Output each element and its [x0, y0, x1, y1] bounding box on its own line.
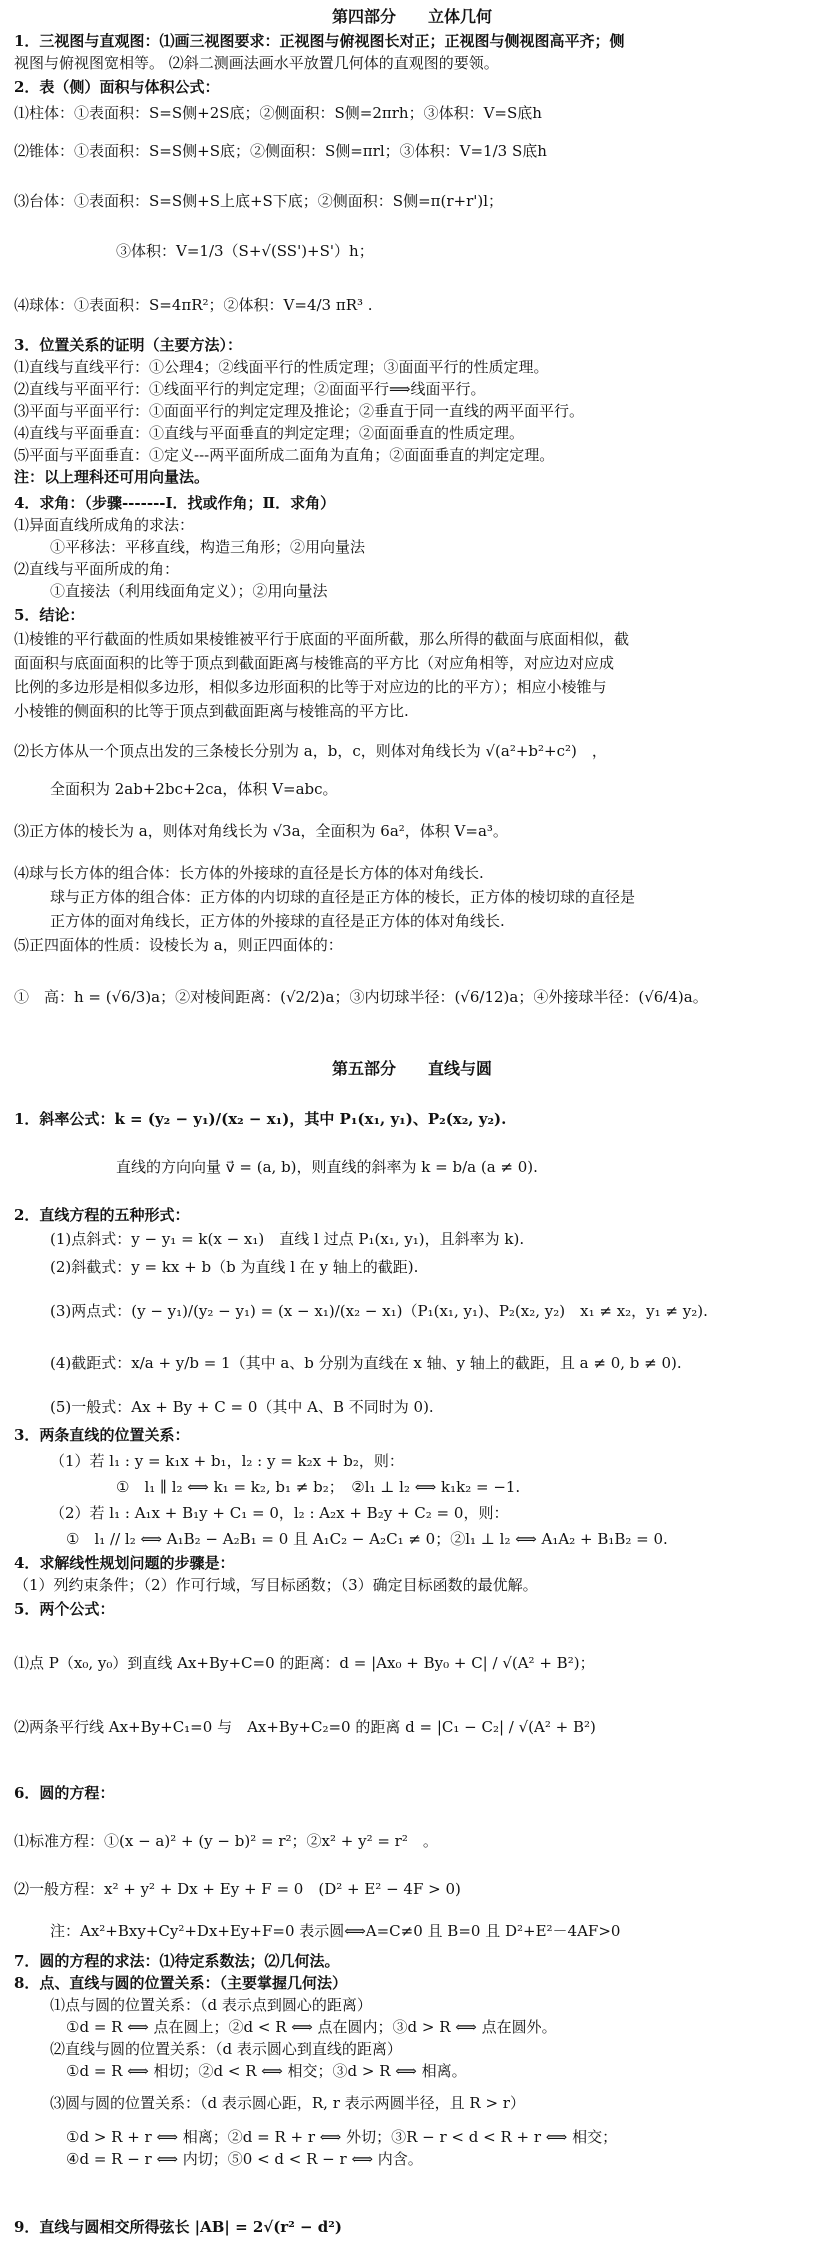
- p5-line-27: ①d = R ⟺ 相切；②d < R ⟺ 相交；③d > R ⟺ 相离。: [66, 2062, 467, 2080]
- p5-line-2: 2．直线方程的五种形式：: [14, 1206, 190, 1224]
- p5-line-21: 注：Ax²+Bxy+Cy²+Dx+Ey+F=0 表示圆⟺A=C≠0 且 B=0 且 D²+E²－4AF>0: [50, 1922, 621, 1940]
- p4-line-16: ⑴异面直线所成角的求法：: [14, 516, 195, 534]
- p4-line-7: ⑷球体：①表面积：S=4πR²；②体积：V=4/3 πR³ .: [14, 296, 373, 314]
- p4-line-32: ① 高：h = (√6/3)a；②对棱间距离：(√2/2)a；③内切球半径：(√6/12)a；④外接球半径：(√6/4)a。: [14, 988, 708, 1006]
- p4-line-1: 视图与俯视图宽相等。 ⑵斜二测画法画水平放置几何体的直观图的要领。: [14, 54, 499, 72]
- p5-line-20: ⑵一般方程：x² + y² + Dx + Ey + F = 0 (D² + E² − 4F > 0): [14, 1880, 461, 1898]
- p5-line-10: ① l₁ ∥ l₂ ⟺ k₁ = k₂, b₁ ≠ b₂； ②l₁ ⊥ l₂ ⟺ k₁k₂ = −1.: [116, 1478, 521, 1496]
- p5-line-6: (4)截距式：x/a + y/b = 1（其中 a、b 分别为直线在 x 轴、y 轴上的截距，且 a ≠ 0, b ≠ 0).: [50, 1354, 682, 1372]
- p5-line-23: 8．点、直线与圆的位置关系：（主要掌握几何法）: [14, 1974, 347, 1992]
- p4-line-4: ⑵锥体：①表面积：S=S侧+S底；②侧面积：S侧=πrl；③体积：V=1/3 S底h: [14, 142, 547, 160]
- p5-line-12: ① l₁ // l₂ ⟺ A₁B₂ − A₂B₁ = 0 且 A₁C₂ − A₂C₁ ≠ 0；②l₁ ⊥ l₂ ⟺ A₁A₂ + B₁B₂ = 0.: [66, 1530, 668, 1548]
- p5-line-3: (1)点斜式：y − y₁ = k(x − x₁) 直线 l 过点 P₁(x₁, y₁)，且斜率为 k).: [50, 1230, 525, 1248]
- p5-line-22: 7．圆的方程的求法：⑴待定系数法；⑵几何法。: [14, 1952, 340, 1970]
- p5-line-4: (2)斜截式：y = kx + b（b 为直线 l 在 y 轴上的截距).: [50, 1258, 419, 1276]
- p5-line-13: 4．求解线性规划问题的步骤是：: [14, 1554, 235, 1572]
- p4-line-31: ⑸正四面体的性质：设棱长为 a，则正四面体的：: [14, 936, 343, 954]
- p4-line-8: 3．位置关系的证明（主要方法）：: [14, 336, 242, 354]
- part5-title: 第五部分 直线与圆: [331, 1059, 492, 1078]
- p4-line-14: 注：以上理科还可用向量法。: [14, 468, 210, 486]
- p5-line-24: ⑴点与圆的位置关系：（d 表示点到圆心的距离）: [50, 1996, 372, 2014]
- p5-line-1: 直线的方向向量 v⃗ = (a, b)，则直线的斜率为 k = b/a (a ≠ 0).: [116, 1158, 538, 1176]
- p4-line-3: ⑴柱体：①表面积：S=S侧+2S底；②侧面积：S侧=2πrh；③体积：V=S底h: [14, 104, 542, 122]
- p5-line-5: (3)两点式：(y − y₁)/(y₂ − y₁) = (x − x₁)/(x₂ − x₁)（P₁(x₁, y₁)、P₂(x₂, y₂) x₁ ≠ x₂，y₁ ≠ y₂).: [50, 1302, 708, 1320]
- p5-line-16: ⑴点 P（x₀, y₀）到直线 Ax+By+C=0 的距离：d = |Ax₀ + By₀ + C| / √(A² + B²)；: [14, 1654, 595, 1672]
- p5-line-28: ⑶圆与圆的位置关系：（d 表示圆心距，R, r 表示两圆半径，且 R > r）: [50, 2094, 525, 2112]
- p4-line-27: ⑶正方体的棱长为 a，则体对角线长为 √3a，全面积为 6a²，体积 V=a³。: [14, 822, 508, 840]
- p4-line-30: 正方体的面对角线长，正方体的外接球的直径是正方体的体对角线长.: [50, 912, 505, 930]
- p5-line-31: 9．直线与圆相交所得弦长 |AB| = 2√(r² − d²): [14, 2218, 342, 2236]
- p4-line-10: ⑵直线与平面平行：①线面平行的判定定理；②面面平行⟹线面平行。: [14, 380, 486, 398]
- p4-line-21: ⑴棱锥的平行截面的性质如果棱锥被平行于底面的平面所截，那么所得的截面与底面相似，截: [14, 630, 630, 648]
- p5-line-14: （1）列约束条件；（2）作可行域，写目标函数；（3）确定目标函数的最优解。: [14, 1576, 538, 1594]
- p4-line-22: 面面积与底面面积的比等于顶点到截面距离与棱锥高的平方比（对应角相等，对应边对应成: [14, 654, 615, 672]
- p4-line-20: 5．结论：: [14, 606, 85, 624]
- p5-line-8: 3．两条直线的位置关系：: [14, 1426, 190, 1444]
- p5-line-17: ⑵两条平行线 Ax+By+C₁=0 与 Ax+By+C₂=0 的距离 d = |C₁ − C₂| / √(A² + B²): [14, 1718, 596, 1736]
- p4-line-28: ⑷球与长方体的组合体：长方体的外接球的直径是长方体的体对角线长.: [14, 864, 484, 882]
- p4-line-25: ⑵长方体从一个顶点出发的三条棱长分别为 a，b，c，则体对角线长为 √(a²+b²+c²) ，: [14, 742, 607, 760]
- p4-line-23: 比例的多边形是相似多边形，相似多边形面积的比等于对应边的比的平方）；相应小棱锥与: [14, 678, 607, 696]
- p5-line-15: 5．两个公式：: [14, 1600, 115, 1618]
- p5-line-30: ④d = R − r ⟺ 内切；⑤0 < d < R − r ⟺ 内含。: [66, 2150, 423, 2168]
- p5-line-19: ⑴标准方程：①(x − a)² + (y − b)² = r²；②x² + y² = r² 。: [14, 1832, 438, 1850]
- p5-line-7: (5)一般式：Ax + By + C = 0（其中 A、B 不同时为 0).: [50, 1398, 434, 1416]
- p5-line-11: （2）若 l₁ : A₁x + B₁y + C₁ = 0，l₂ : A₂x + B₂y + C₂ = 0，则：: [50, 1504, 509, 1522]
- p5-line-29: ①d > R + r ⟺ 相离；②d = R + r ⟺ 外切；③R − r < d < R + r ⟺ 相交；: [66, 2128, 618, 2146]
- p4-line-19: ①直接法（利用线面角定义）；②用向量法: [50, 582, 328, 600]
- p4-line-12: ⑷直线与平面垂直：①直线与平面垂直的判定定理；②面面垂直的性质定理。: [14, 424, 525, 442]
- p4-line-15: 4．求角：（步骤-------Ⅰ．找或作角；Ⅱ．求角）: [14, 494, 336, 512]
- p4-line-24: 小棱锥的侧面积的比等于顶点到截面距离与棱锥高的平方比.: [14, 702, 409, 720]
- p4-line-26: 全面积为 2ab+2bc+2ca，体积 V=abc。: [50, 780, 338, 798]
- p5-line-25: ①d = R ⟺ 点在圆上；②d < R ⟺ 点在圆内；③d > R ⟺ 点在圆外。: [66, 2018, 557, 2036]
- p4-line-9: ⑴直线与直线平行：①公理4；②线面平行的性质定理；③面面平行的性质定理。: [14, 358, 549, 376]
- part4-title: 第四部分 立体几何: [331, 7, 492, 26]
- p5-line-0: 1．斜率公式：k = (y₂ − y₁)/(x₂ − x₁)，其中 P₁(x₁, y₁)、P₂(x₂, y₂).: [14, 1110, 507, 1128]
- p4-line-2: 2．表（侧）面积与体积公式：: [14, 78, 220, 96]
- p5-line-26: ⑵直线与圆的位置关系：（d 表示圆心到直线的距离）: [50, 2040, 402, 2058]
- p4-line-18: ⑵直线与平面所成的角：: [14, 560, 180, 578]
- p4-line-5: ⑶台体：①表面积：S=S侧+S上底+S下底；②侧面积：S侧=π(r+r')l；: [14, 192, 504, 210]
- p5-line-9: （1）若 l₁ : y = k₁x + b₁，l₂ : y = k₂x + b₂，则：: [50, 1452, 404, 1470]
- p4-line-29: 球与正方体的组合体：正方体的内切球的直径是正方体的棱长，正方体的棱切球的直径是: [50, 888, 636, 906]
- p4-line-17: ①平移法：平移直线，构造三角形；②用向量法: [50, 538, 366, 556]
- p4-line-6: ③体积：V=1/3（S+√(SS')+S'）h；: [116, 242, 374, 260]
- p4-line-0: 1．三视图与直观图：⑴画三视图要求：正视图与俯视图长对正；正视图与侧视图高平齐；侧: [14, 32, 625, 50]
- p5-line-18: 6．圆的方程：: [14, 1784, 115, 1802]
- p4-line-13: ⑸平面与平面垂直：①定义---两平面所成二面角为直角；②面面垂直的判定定理。: [14, 446, 555, 464]
- p4-line-11: ⑶平面与平面平行：①面面平行的判定定理及推论；②垂直于同一直线的两平面平行。: [14, 402, 585, 420]
